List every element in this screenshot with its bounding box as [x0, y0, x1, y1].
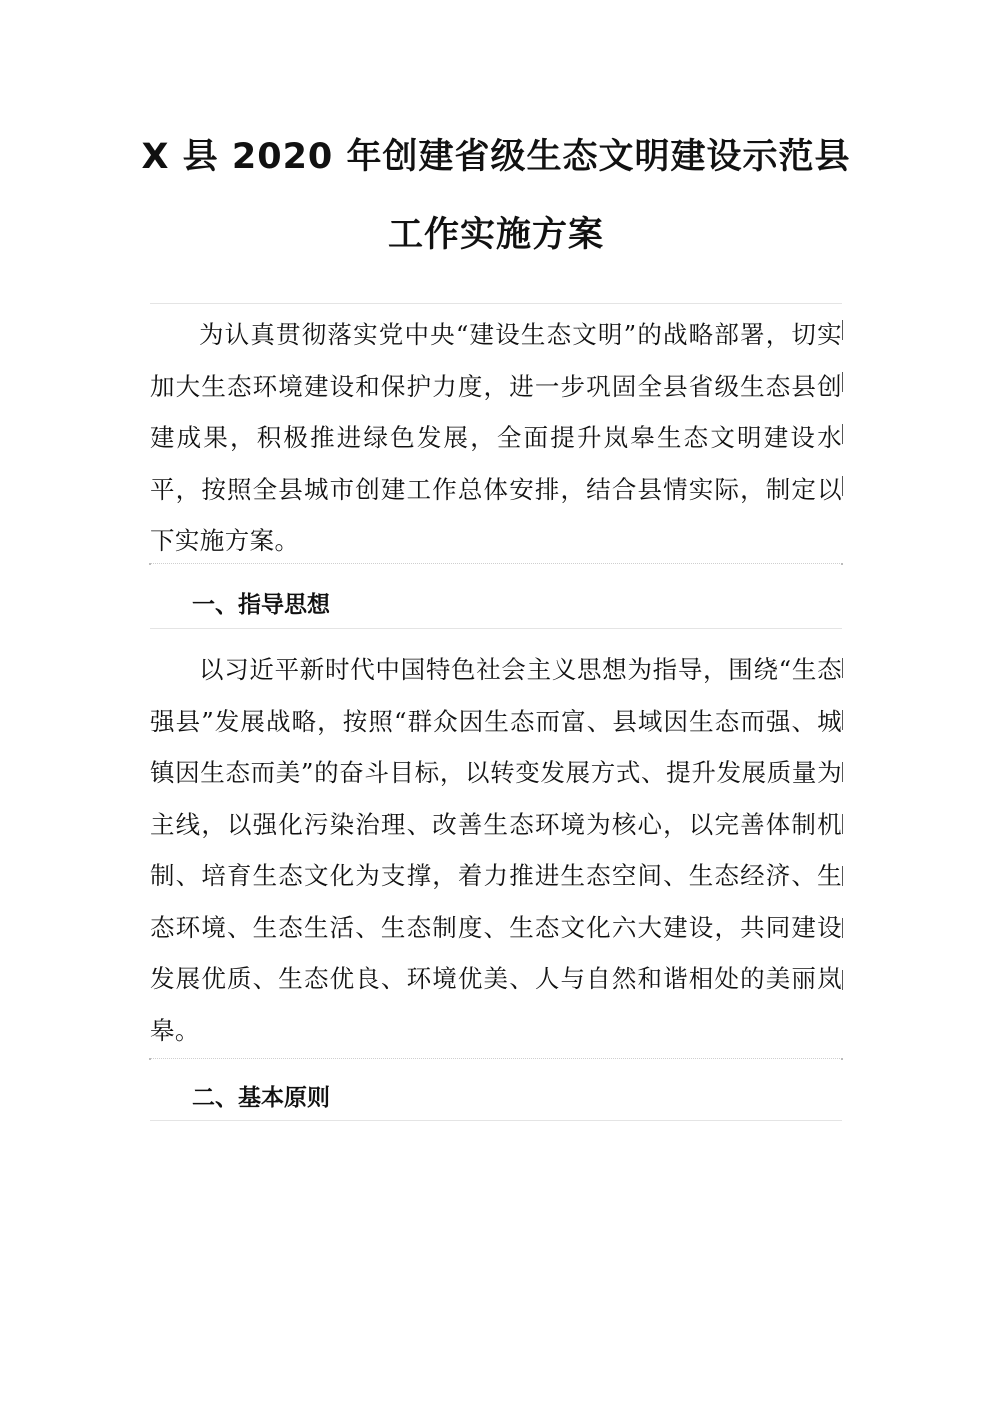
- section-divider: [150, 1120, 842, 1121]
- margin-mark: [842, 424, 843, 444]
- corner-dot: [149, 1058, 151, 1060]
- margin-mark: [842, 476, 843, 496]
- document-title: [0, 118, 992, 274]
- section-1-paragraph: 以习近平新时代中国特色社会主义思想为指导，围绕“生态强县”发展战略，按照“群众因生态而富、县域因生态而强、城镇因生态而美”的奋斗目标，以转变发展方式、提升发展质量为主线，以强化污染治理、改善生态环境为核心，以完善体制机制、培育生态文化为支撑，着力推进生态空间、生态经济、生态环境、生态生活、生态制度、生态文化六大建设，共同建设发展优质、生态优良、环境优美、人与自然和谐相处的美丽岚皋。: [150, 655, 842, 1045]
- intro-block: [150, 309, 842, 567]
- margin-mark: [842, 762, 843, 782]
- margin-mark: [842, 710, 843, 730]
- title-line-2: 工作实施方案: [387, 215, 604, 255]
- margin-mark: [842, 320, 843, 340]
- margin-mark: [842, 372, 843, 392]
- section-divider: [150, 563, 842, 564]
- section-1-block: [150, 644, 842, 1056]
- section-divider: [150, 628, 842, 629]
- corner-dot: [841, 1058, 843, 1060]
- intro-paragraph: 为认真贯彻落实党中央“建设生态文明”的战略部署，切实加大生态环境建设和保护力度，进一步巩固全县省级生态县创建成果，积极推进绿色发展，全面提升岚皋生态文明建设水平，按照全县城市创建工作总体安排，结合县情实际，制定以下实施方案。: [150, 320, 842, 555]
- margin-mark: [842, 814, 843, 834]
- section-divider: [150, 1058, 842, 1059]
- margin-mark: [842, 658, 843, 678]
- corner-dot: [149, 563, 151, 565]
- section-heading-2: 二、基本原则: [192, 1085, 330, 1111]
- margin-mark: [842, 866, 843, 886]
- margin-mark: [842, 918, 843, 938]
- title-line-1: X 县 2020 年创建省级生态文明建设示范县: [141, 137, 851, 177]
- corner-dot: [841, 563, 843, 565]
- section-divider: [150, 303, 842, 304]
- section-heading-1: 一、指导思想: [192, 592, 330, 618]
- margin-mark: [842, 970, 843, 990]
